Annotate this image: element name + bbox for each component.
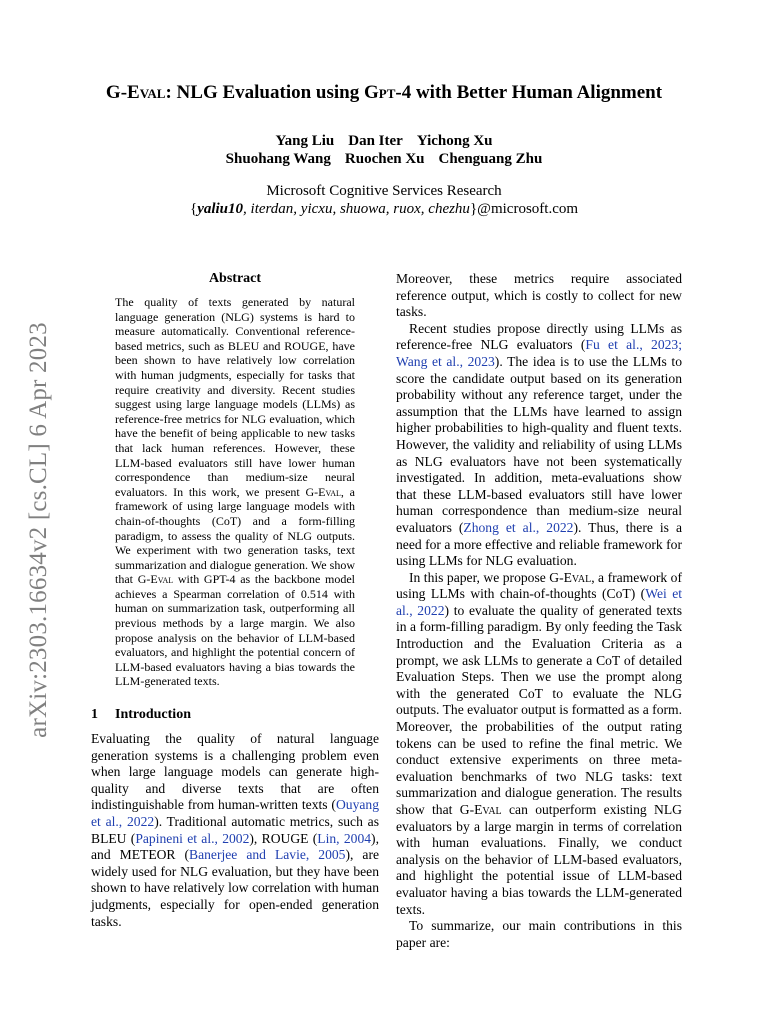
paper-title: G-Eval: NLG Evaluation using Gpt-4 with Better Human Alignment	[105, 82, 663, 103]
section-title: Introduction	[115, 707, 191, 723]
organization: Microsoft Cognitive Services Research	[266, 183, 502, 199]
author-name: Ruochen Xu	[344, 151, 425, 167]
arxiv-identifier: arXiv:2303.16634v2 [cs.CL] 6 Apr 2023	[25, 322, 53, 738]
author-name: Yang Liu	[275, 133, 335, 149]
abstract-heading: Abstract	[208, 271, 262, 286]
body-paragraph: Moreover, these metrics require associated reference output, which is costly to collect for new tasks.	[396, 271, 682, 320]
citation-link[interactable]: Ouyang et al., 2022	[91, 797, 379, 829]
body-paragraph: To summarize, our main contributions in this paper are:	[396, 918, 682, 950]
author-line-1	[0, 132, 768, 150]
abstract-body: The quality of texts generated by natural language generation (NLG) systems is hard to measure automatically. Conventional reference-based metrics, such as BLEU and ROUGE, have been shown to have relatively low correlation with human judgments, especially for tasks that require creativity and diversity. Recent studies suggest using large language models (LLMs) as reference-free metrics for NLG evaluation, which have the benefit of being applicable to new tasks that lack human references. However, these LLM-based evaluators still have lower human correspondence than medium-size neural evaluators. In this work, we present G-Eval, a framework of using large language models with chain-of-thoughts (CoT) and a form-filling paradigm, to assess the quality of NLG outputs. We experiment with two generation tasks, text summarization and dialogue generation. We show that G-Eval with GPT-4 as the backbone model achieves a Spearman correlation of 0.514 with human on summarization task, outperforming all previous methods by a large margin. We also propose analysis on the behavior of LLM-based evaluators, and highlight the potential concern of LLM-based evaluators having a bias towards the LLM-generated texts.	[115, 295, 356, 689]
right-column	[396, 271, 682, 951]
section-heading-introduction	[91, 707, 379, 723]
author-line-2	[0, 150, 768, 168]
citation-link[interactable]: Zhong et al., 2022	[463, 519, 574, 535]
citation-link[interactable]: Banerjee and Lavie, 2005	[189, 847, 346, 863]
citation-link[interactable]: Fu et al., 2023	[585, 337, 679, 353]
left-column	[91, 271, 379, 930]
citation-link[interactable]: Lin, 2004	[317, 830, 372, 846]
author-name: Shuohang Wang	[225, 151, 331, 167]
body-paragraph: Recent studies propose directly using LLMs as reference-free NLG evaluators (Fu et al., 2023; Wang et al., 2023). The idea is to use the LLMs to score the candidate output based on its generation probability without any reference target, under the assumption that the LLMs have learned to assign higher probabilities to high-quality and fluent texts. However, the validity and reliability of using LLMs as NLG evaluators have not been systematically investigated. In addition, meta-evaluations show that these LLM-based evaluators still have lower human correspondence than medium-size neural evaluators (Zhong et al., 2022). Thus, there is a need for a more effective and reliable framework for using LLMs for NLG evaluation.	[396, 320, 683, 569]
citation-link[interactable]: Wang et al., 2023	[396, 353, 495, 369]
citation-link[interactable]: Wei et al., 2022	[396, 586, 683, 618]
body-paragraph: In this paper, we propose G-Eval, a framework of using LLMs with chain-of-thoughts (CoT) (Wei et al., 2022) to evaluate the quality of generated texts in a form-filling paradigm. By only feeding the Task Introduction and the Evaluation Criteria as a prompt, we ask LLMs to generate a CoT of detailed Evaluation Steps. Then we use the prompt along with the generated CoT to evaluate the NLG outputs. The evaluator output is formatted as a form. Moreover, the probabilities of the output rating tokens can be used to refine the final metric. We conduct extensive experiments on three meta-evaluation benchmarks of two NLG tasks: text summarization and dialogue generation. The results show that G-Eval can outperform existing NLG evaluators by a large margin in terms of correlation with human evaluations. Finally, we conduct analysis on the behavior of LLM-based evaluators, and highlight the potential issue of LLM-based evaluator having a bias towards the LLM-generated texts.	[396, 569, 683, 917]
author-name: Yichong Xu	[416, 133, 493, 149]
affiliation	[0, 182, 768, 218]
author-name: Chenguang Zhu	[438, 151, 543, 167]
citation-link[interactable]: Papineni et al., 2002	[135, 830, 250, 846]
author-name: Dan Iter	[348, 133, 403, 149]
author-emails: {yaliu10, iterdan, yicxu, shuowa, ruox, chezhu}@microsoft.com	[189, 201, 579, 217]
intro-paragraph: Evaluating the quality of natural language generation systems is a challenging problem even when large language models can generate high-quality and diverse texts that are often indistinguishable from human-written texts (Ouyang et al., 2022). Traditional automatic metrics, such as BLEU (Papineni et al., 2002), ROUGE (Lin, 2004), and METEOR (Banerjee and Lavie, 2005), are widely used for NLG evaluation, but they have been shown to have relatively low correlation with human judgments, especially for open-ended generation tasks.	[91, 731, 380, 929]
author-list	[0, 132, 768, 168]
section-number: 1	[91, 707, 98, 723]
arxiv-stamp	[22, 320, 56, 740]
